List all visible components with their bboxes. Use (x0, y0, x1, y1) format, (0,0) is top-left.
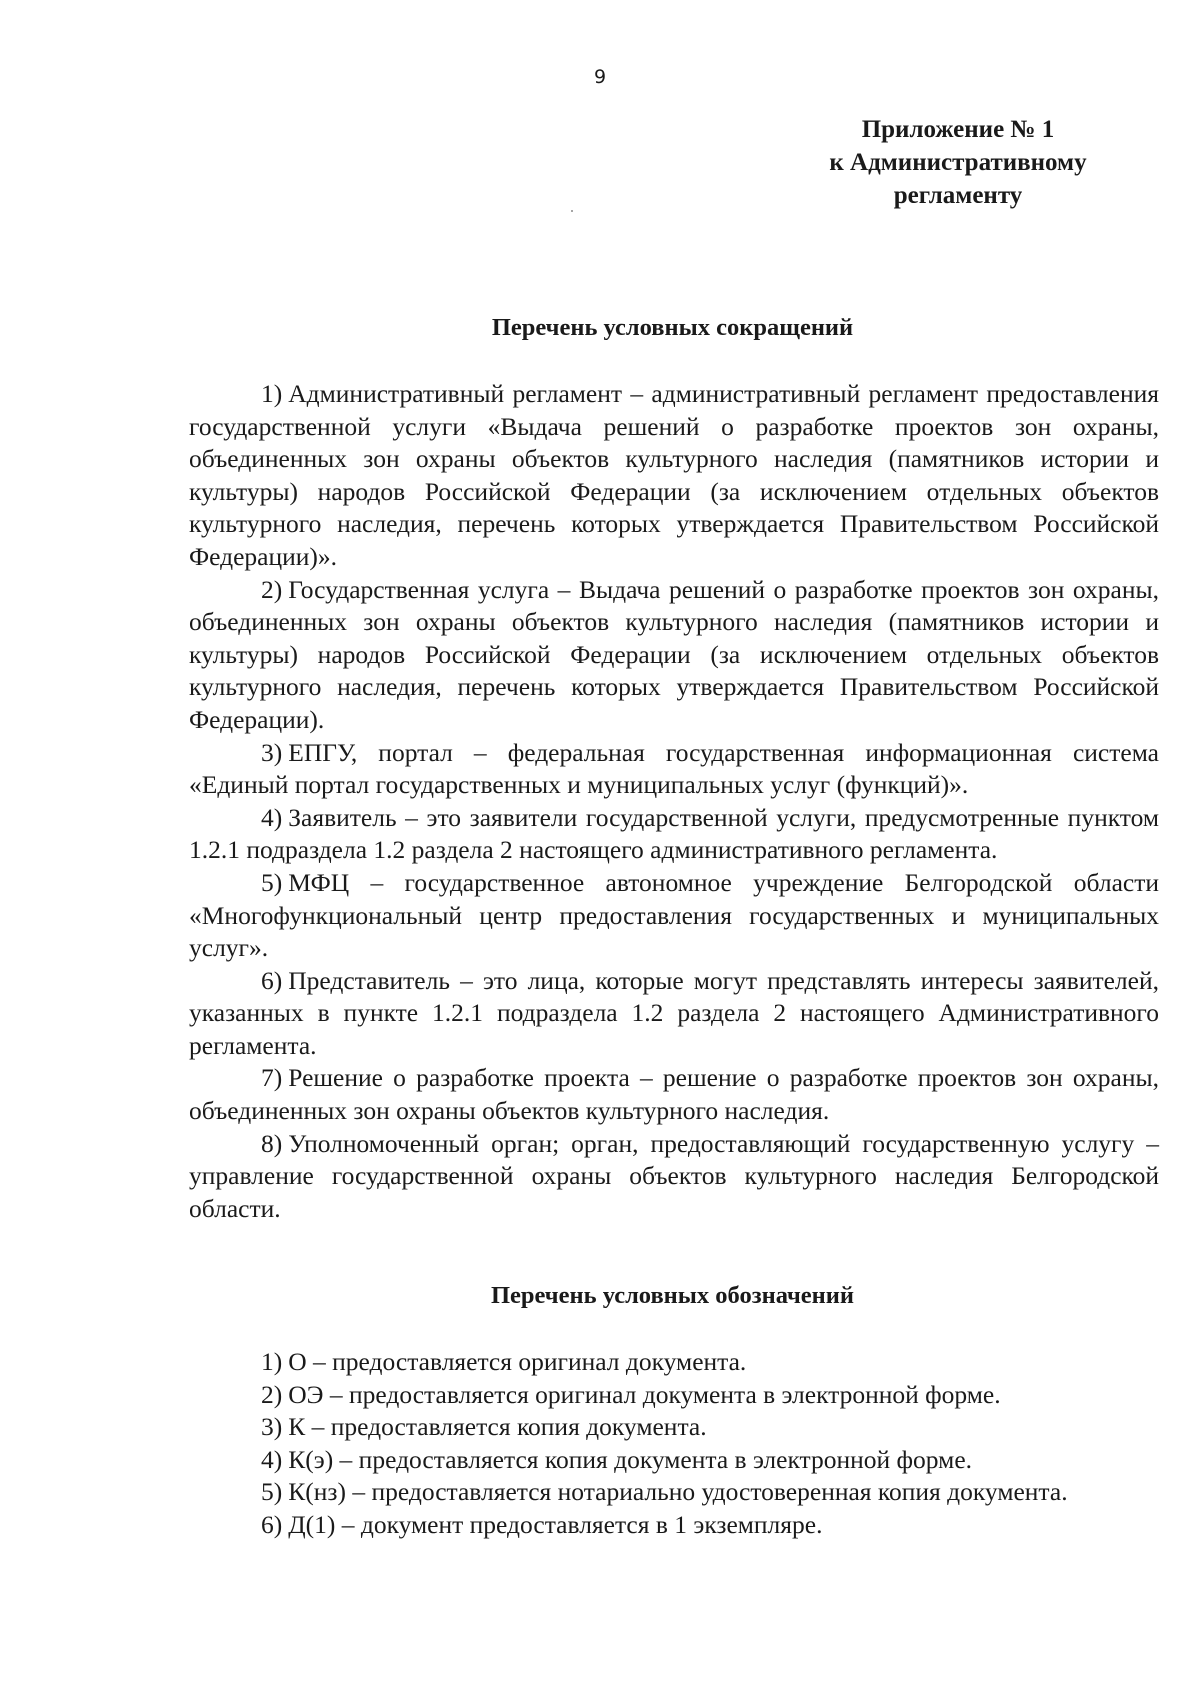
abbreviation-item (189, 737, 1159, 802)
abbreviations-title: Перечень условных сокращений (491, 314, 854, 341)
abbreviation-text: Заявитель – это заявители государственной услуги, предусмотренные пунктом 1.2.1 подраздела 1.2 раздела 2 настоящего административного регламента. (189, 802, 1159, 865)
abbreviation-text: Государственная услуга – Выдача решений о разработке проектов зон охраны, объединенных зон охраны объектов культурного наследия (памятников истории и культуры) народов Российской Федерации (за исключением отдельных объектов культурного наследия, перечень которых утверждается Правительством Российской Федерации). (189, 574, 1159, 734)
symbol-item (261, 1444, 1161, 1477)
abbreviations-list (189, 378, 1159, 1225)
appendix-header (758, 113, 1158, 212)
appendix-line-3: регламенту (893, 182, 1023, 209)
symbol-text: Д(1) – документ предоставляется в 1 экземпляре. (288, 1509, 823, 1539)
appendix-line-2: к Административному (829, 149, 1087, 176)
scan-speck (571, 210, 573, 212)
symbol-number: 3) (261, 1412, 283, 1442)
abbreviation-number: 1) (261, 379, 283, 408)
symbol-item (261, 1509, 1161, 1542)
symbol-item (261, 1476, 1161, 1509)
symbol-text: О – предоставляется оригинал документа. (288, 1347, 747, 1376)
symbol-number: 6) (261, 1509, 283, 1539)
symbol-text: ОЭ – предоставляется оригинал документа в электронной форме. (288, 1379, 1001, 1409)
abbreviation-text: Уполномоченный орган; орган, предоставляющий государственную услугу – управление государственной охраны объектов культурного наследия Белгородской области. (189, 1128, 1159, 1223)
abbreviation-item (189, 378, 1159, 574)
page-number: 9 (593, 66, 607, 88)
abbreviation-item (189, 965, 1159, 1063)
symbols-list (261, 1346, 1161, 1542)
abbreviation-number: 6) (261, 965, 283, 995)
abbreviation-number: 8) (261, 1128, 283, 1158)
abbreviation-text: ЕПГУ, портал – федеральная государственная информационная система «Единый портал государственных и муниципальных услуг (функций)». (189, 737, 1159, 800)
symbol-text: К – предоставляется копия документа. (288, 1412, 707, 1442)
abbreviation-item (189, 802, 1159, 867)
abbreviation-number: 7) (261, 1063, 283, 1093)
appendix-line-1: Приложение № 1 (861, 116, 1055, 143)
abbreviation-text: Представитель – это лица, которые могут представлять интересы заявителей, указанных в пункте 1.2.1 подраздела 1.2 раздела 2 настоящего Административного регламента. (189, 965, 1159, 1060)
symbols-title: Перечень условных обозначений (490, 1282, 854, 1309)
symbol-number: 4) (261, 1444, 283, 1474)
abbreviation-number: 3) (261, 737, 283, 767)
abbreviation-item (189, 574, 1159, 737)
abbreviation-text: МФЦ – государственное автономное учреждение Белгородской области «Многофункциональный центр предоставления государственных и муниципальных услуг». (189, 867, 1159, 963)
symbol-number: 1) (261, 1347, 283, 1376)
symbol-number: 5) (261, 1477, 283, 1507)
abbreviation-number: 2) (261, 574, 283, 604)
abbreviation-text: Административный регламент – административный регламент предоставления государственной услуги «Выдача решений о разработке проектов зон охраны, объединенных зон охраны объектов культурного наследия (памятников истории и культуры) народов Российской Федерации (за исключением отдельных объектов культурного наследия, перечень которых утверждается Правительством Российской Федерации)». (189, 379, 1159, 571)
abbreviation-item (189, 1128, 1159, 1226)
symbol-text: К(э) – предоставляется копия документа в электронной форме. (288, 1444, 973, 1474)
symbol-text: К(нз) – предоставляется нотариально удостоверенная копия документа. (288, 1477, 1068, 1507)
abbreviation-text: Решение о разработке проекта – решение о разработке проектов зон охраны, объединенных зон охраны объектов культурного наследия. (189, 1063, 1159, 1126)
symbol-number: 2) (261, 1379, 283, 1409)
abbreviation-number: 5) (261, 867, 283, 897)
abbreviation-item (189, 867, 1159, 965)
symbol-item (261, 1379, 1161, 1412)
abbreviation-item (189, 1062, 1159, 1127)
abbreviation-number: 4) (261, 802, 283, 832)
symbol-item (261, 1411, 1161, 1444)
symbol-item (261, 1346, 1161, 1379)
